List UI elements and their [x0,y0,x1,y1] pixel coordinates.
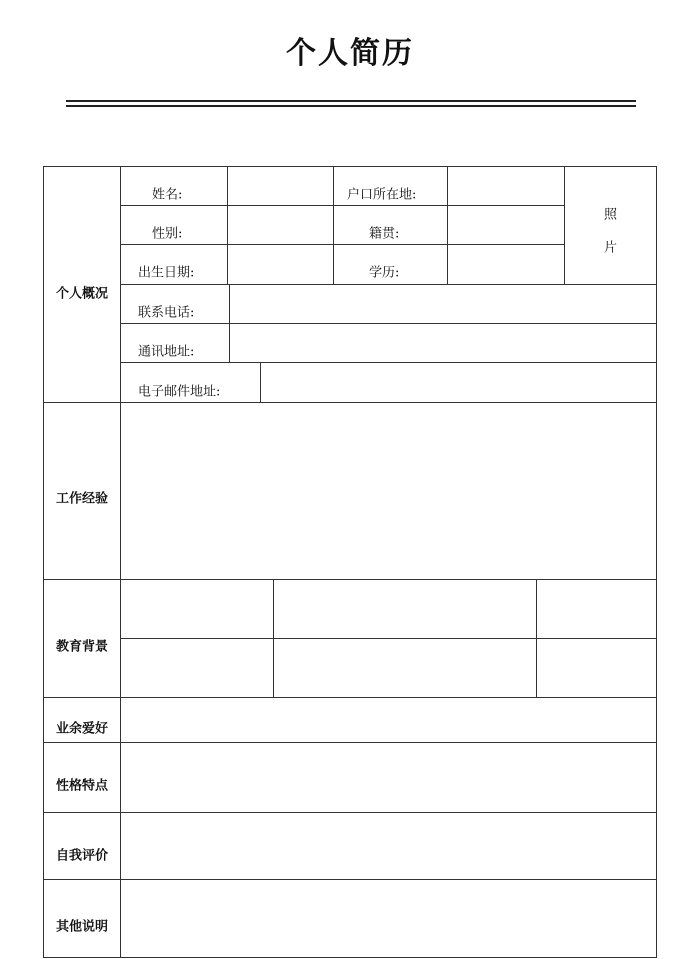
hobbies-cell[interactable] [121,698,656,742]
education-cell-r1c2[interactable] [274,580,536,638]
field-label-address: 通讯地址: [138,344,195,360]
field-label-hukou: 户口所在地: [347,187,417,203]
phone-value-cell[interactable] [230,285,656,323]
table-border-bottom [43,957,657,958]
email-value-cell[interactable] [261,363,656,402]
name-value-cell[interactable] [228,167,333,205]
education-cell-r2c1[interactable] [121,639,273,697]
address-value-cell[interactable] [230,324,656,362]
section-label-self-evaluation: 自我评价 [55,848,108,864]
field-label-birth-date: 出生日期: [138,265,195,281]
other-notes-cell[interactable] [121,880,656,957]
education-level-value-cell[interactable] [448,245,564,284]
section-label-other: 其他说明 [55,919,108,935]
gender-value-cell[interactable] [228,206,333,244]
photo-label-top: 照 [603,207,617,223]
photo-label-bottom: 片 [603,240,617,256]
education-cell-r2c2[interactable] [274,639,536,697]
birth-date-value-cell[interactable] [228,245,333,284]
section-label-work: 工作经验 [55,491,108,507]
field-label-gender: 性别: [152,226,183,242]
field-label-education-level: 学历: [369,265,400,281]
section-label-hobbies: 业余爱好 [55,721,108,737]
self-evaluation-cell[interactable] [121,813,656,879]
resume-title: 个人简历 [286,36,414,71]
photo-cell[interactable] [565,167,656,284]
field-label-email: 电子邮件地址: [138,384,221,400]
field-label-phone: 联系电话: [138,305,195,321]
education-cell-r1c1[interactable] [121,580,273,638]
personal-col-line-2 [333,166,334,284]
section-label-personal: 个人概况 [55,286,108,302]
personality-cell[interactable] [121,743,656,812]
field-label-native-place: 籍贯: [369,226,400,242]
work-experience-cell[interactable] [121,403,656,579]
field-label-name: 姓名: [152,187,183,203]
native-place-value-cell[interactable] [448,206,564,244]
education-cell-r2c3[interactable] [537,639,656,697]
section-label-education: 教育背景 [55,639,108,655]
education-cell-r1c3[interactable] [537,580,656,638]
section-label-personality: 性格特点 [55,778,108,794]
hukou-value-cell[interactable] [448,167,564,205]
